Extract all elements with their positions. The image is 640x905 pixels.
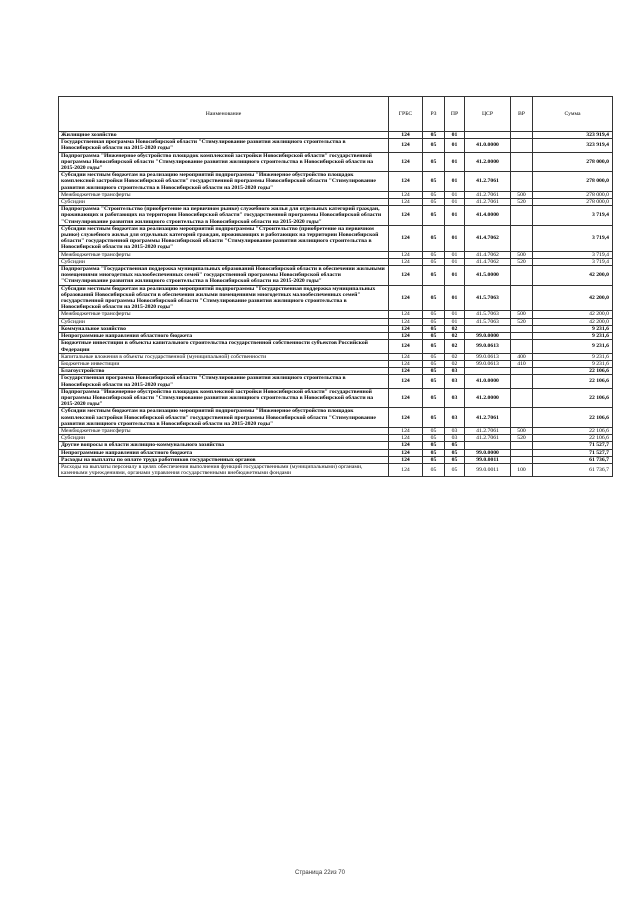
row-name-cell: Субсидии местным бюджетам на реализацию мероприятий подпрограммы "Инженерное обустройство площадок комплексной застройки Новосибирской области" государственной программы Новосибирской области "Стимулирование развития жилищного строительства в Новосибирской области на 2015-2020 годы"	[59, 172, 389, 192]
row-pr-cell: 02	[445, 353, 465, 360]
row-rz-cell: 05	[423, 285, 445, 311]
row-pr-cell: 01	[445, 285, 465, 311]
row-csr-cell: 41.2.7061	[465, 191, 511, 198]
row-sum-cell: 42 200,0	[533, 318, 613, 325]
row-grbs-cell: 124	[389, 375, 423, 388]
table-row	[59, 139, 613, 152]
table-row	[59, 199, 613, 206]
row-pr-cell: 01	[445, 191, 465, 198]
row-name-cell: Бюджетные инвестиции	[59, 360, 389, 367]
row-name-cell: Коммунальное хозяйство	[59, 325, 389, 332]
row-csr-cell: 99.0.0011	[465, 456, 511, 463]
row-vr-cell	[511, 139, 533, 152]
table-row	[59, 368, 613, 375]
row-name-cell: Субсидии	[59, 318, 389, 325]
row-pr-cell: 01	[445, 139, 465, 152]
row-sum-cell: 9 231,6	[533, 325, 613, 332]
row-grbs-cell: 124	[389, 172, 423, 192]
row-csr-cell: 41.2.7061	[465, 408, 511, 428]
row-sum-cell: 42 200,0	[533, 285, 613, 311]
row-pr-cell: 02	[445, 360, 465, 367]
row-sum-cell: 9 231,6	[533, 333, 613, 340]
row-pr-cell: 05	[445, 463, 465, 476]
row-grbs-cell: 124	[389, 333, 423, 340]
row-sum-cell: 22 106,6	[533, 427, 613, 434]
row-rz-cell: 05	[423, 191, 445, 198]
row-vr-cell: 410	[511, 360, 533, 367]
row-grbs-cell: 124	[389, 152, 423, 172]
row-sum-cell: 278 000,0	[533, 191, 613, 198]
row-vr-cell: 100	[511, 463, 533, 476]
column-header-sum: Сумма	[533, 97, 613, 132]
row-csr-cell: 41.4.7062	[465, 225, 511, 251]
row-csr-cell: 41.5.7063	[465, 285, 511, 311]
row-csr-cell: 99.0.0000	[465, 449, 511, 456]
row-rz-cell: 05	[423, 360, 445, 367]
row-grbs-cell: 124	[389, 463, 423, 476]
row-grbs-cell: 124	[389, 199, 423, 206]
row-pr-cell: 01	[445, 251, 465, 258]
table-row	[59, 388, 613, 408]
row-csr-cell: 41.4.0000	[465, 206, 511, 226]
row-grbs-cell: 124	[389, 456, 423, 463]
row-sum-cell: 9 231,6	[533, 340, 613, 353]
row-vr-cell	[511, 456, 533, 463]
row-pr-cell: 02	[445, 325, 465, 332]
row-grbs-cell: 124	[389, 251, 423, 258]
row-sum-cell: 61 736,7	[533, 463, 613, 476]
row-pr-cell: 05	[445, 449, 465, 456]
row-grbs-cell: 124	[389, 132, 423, 139]
row-sum-cell: 323 919,4	[533, 139, 613, 152]
table-row	[59, 132, 613, 139]
row-sum-cell: 278 000,0	[533, 172, 613, 192]
row-grbs-cell: 124	[389, 325, 423, 332]
row-grbs-cell: 124	[389, 266, 423, 286]
row-rz-cell: 05	[423, 408, 445, 428]
row-rz-cell: 05	[423, 266, 445, 286]
row-vr-cell	[511, 285, 533, 311]
row-csr-cell: 41.2.7061	[465, 427, 511, 434]
table-row	[59, 442, 613, 449]
row-grbs-cell: 124	[389, 139, 423, 152]
row-grbs-cell: 124	[389, 225, 423, 251]
row-vr-cell: 500	[511, 251, 533, 258]
row-sum-cell: 22 106,6	[533, 388, 613, 408]
row-rz-cell: 05	[423, 333, 445, 340]
row-vr-cell	[511, 333, 533, 340]
row-sum-cell: 3 719,4	[533, 225, 613, 251]
row-pr-cell: 03	[445, 375, 465, 388]
row-sum-cell: 71 527,7	[533, 442, 613, 449]
table-row	[59, 318, 613, 325]
table-row	[59, 285, 613, 311]
row-sum-cell: 71 527,7	[533, 449, 613, 456]
row-name-cell: Субсидии	[59, 258, 389, 265]
row-pr-cell: 01	[445, 311, 465, 318]
row-csr-cell: 41.5.0000	[465, 266, 511, 286]
row-rz-cell: 05	[423, 251, 445, 258]
table-row	[59, 449, 613, 456]
table-row	[59, 206, 613, 226]
row-pr-cell: 01	[445, 199, 465, 206]
row-csr-cell: 41.2.7061	[465, 435, 511, 442]
row-name-cell: Подпрограмма "Инженерное обустройство площадок комплексной застройки Новосибирской области" государственной программы Новосибирской области "Стимулирование развития жилищного строительства в Новосибирской области на 2015-2020 годы"	[59, 152, 389, 172]
row-rz-cell: 05	[423, 172, 445, 192]
column-header-grbs: ГРБС	[389, 97, 423, 132]
row-pr-cell: 05	[445, 442, 465, 449]
table-body	[59, 132, 613, 477]
table-row	[59, 225, 613, 251]
row-vr-cell	[511, 442, 533, 449]
row-vr-cell	[511, 225, 533, 251]
row-sum-cell: 61 736,7	[533, 456, 613, 463]
row-sum-cell: 323 919,4	[533, 132, 613, 139]
row-pr-cell: 01	[445, 225, 465, 251]
row-name-cell: Субсидии местным бюджетам на реализацию мероприятий подпрограммы "Строительство (приобретение на первичном рынке) служебного жилья для отдельных категорий граждан, проживающих и работающих на территории Новосибирской области" государственной программы Новосибирской области "Стимулирование развития жилищного строительства в Новосибирской области на 2015-2020 годы"	[59, 225, 389, 251]
row-sum-cell: 22 106,6	[533, 435, 613, 442]
row-rz-cell: 05	[423, 388, 445, 408]
row-sum-cell: 278 000,0	[533, 152, 613, 172]
row-vr-cell: 400	[511, 353, 533, 360]
row-rz-cell: 05	[423, 318, 445, 325]
row-pr-cell: 03	[445, 408, 465, 428]
row-vr-cell	[511, 206, 533, 226]
row-name-cell: Подпрограмма "Строительство (приобретение на первичном рынке) служебного жилья для отдельных категорий граждан, проживающих и работающих на территории Новосибирской области" государственной программы Новосибирской области "Стимулирование развития жилищного строительства в Новосибирской области на 2015-2020 годы"	[59, 206, 389, 226]
row-csr-cell: 41.5.7063	[465, 318, 511, 325]
row-vr-cell: 500	[511, 191, 533, 198]
row-pr-cell: 03	[445, 427, 465, 434]
row-name-cell: Подпрограмма "Государственная поддержка муниципальных образований Новосибирской области в обеспечении жильными помещениями многодетных малообеспеченных семей" государственной программы Новосибирской области "Стимулирование развития жилищного строительства в Новосибирской области на 2015-2020 годы"	[59, 266, 389, 286]
column-header-rz: РЗ	[423, 97, 445, 132]
row-vr-cell: 520	[511, 199, 533, 206]
row-pr-cell: 02	[445, 340, 465, 353]
row-vr-cell: 500	[511, 427, 533, 434]
row-name-cell: Бюджетные инвестиции в объекты капитального строительства государственной собственности субъектов Российской Федерации	[59, 340, 389, 353]
row-name-cell: Капитальные вложения в объекты государственной (муниципальной) собственности	[59, 353, 389, 360]
row-rz-cell: 05	[423, 206, 445, 226]
row-pr-cell: 03	[445, 435, 465, 442]
row-rz-cell: 05	[423, 325, 445, 332]
row-name-cell: Подпрограмма "Инженерное обустройство площадок комплексной застройки Новосибирской области" государственной программы Новосибирской области "Стимулирование развития жилищного строительства в Новосибирской области на 2015-2020 годы"	[59, 388, 389, 408]
row-sum-cell: 22 106,6	[533, 408, 613, 428]
table-row	[59, 427, 613, 434]
row-rz-cell: 05	[423, 368, 445, 375]
table-row	[59, 340, 613, 353]
row-pr-cell: 01	[445, 132, 465, 139]
row-name-cell: Государственная программа Новосибирской области "Стимулирование развития жилищного строительства в Новосибирской области на 2015-2020 годы"	[59, 375, 389, 388]
row-sum-cell: 3 719,4	[533, 251, 613, 258]
row-pr-cell: 02	[445, 333, 465, 340]
column-header-csr: ЦСР	[465, 97, 511, 132]
row-pr-cell: 01	[445, 172, 465, 192]
row-rz-cell: 05	[423, 435, 445, 442]
row-grbs-cell: 124	[389, 191, 423, 198]
row-name-cell: Государственная программа Новосибирской области "Стимулирование развития жилищного строительства в Новосибирской области на 2015-2020 годы"	[59, 139, 389, 152]
row-rz-cell: 05	[423, 139, 445, 152]
row-pr-cell: 05	[445, 456, 465, 463]
table-row	[59, 251, 613, 258]
row-pr-cell: 03	[445, 368, 465, 375]
row-sum-cell: 278 000,0	[533, 199, 613, 206]
row-sum-cell: 9 231,6	[533, 360, 613, 367]
row-name-cell: Благоустройство	[59, 368, 389, 375]
row-grbs-cell: 124	[389, 340, 423, 353]
row-csr-cell: 41.2.7061	[465, 172, 511, 192]
row-vr-cell	[511, 172, 533, 192]
table-header-row	[59, 97, 613, 132]
row-vr-cell: 500	[511, 311, 533, 318]
row-csr-cell: 41.2.0000	[465, 388, 511, 408]
row-pr-cell: 01	[445, 258, 465, 265]
row-sum-cell: 22 106,6	[533, 375, 613, 388]
row-pr-cell: 01	[445, 152, 465, 172]
row-grbs-cell: 124	[389, 318, 423, 325]
row-rz-cell: 05	[423, 456, 445, 463]
table-row	[59, 333, 613, 340]
table-row	[59, 435, 613, 442]
row-sum-cell: 9 231,6	[533, 353, 613, 360]
table-row	[59, 152, 613, 172]
row-name-cell: Межбюджетные трансферты	[59, 251, 389, 258]
row-name-cell: Субсидии местным бюджетам на реализацию мероприятий подпрограммы "Инженерное обустройство площадок комплексной застройки Новосибирской области" государственной программы Новосибирской области "Стимулирование развития жилищного строительства в Новосибирской области на 2015-2020 годы"	[59, 408, 389, 428]
row-csr-cell: 99.0.0011	[465, 463, 511, 476]
table-row	[59, 266, 613, 286]
row-rz-cell: 05	[423, 353, 445, 360]
row-vr-cell	[511, 449, 533, 456]
row-name-cell: Межбюджетные трансферты	[59, 191, 389, 198]
row-csr-cell: 41.2.0000	[465, 152, 511, 172]
row-name-cell: Другие вопросы в области жилищно-коммунального хозяйства	[59, 442, 389, 449]
row-pr-cell: 03	[445, 388, 465, 408]
row-vr-cell: 520	[511, 435, 533, 442]
table-row	[59, 191, 613, 198]
row-grbs-cell: 124	[389, 368, 423, 375]
row-csr-cell: 41.2.7061	[465, 199, 511, 206]
row-vr-cell	[511, 340, 533, 353]
row-csr-cell: 99.0.0613	[465, 353, 511, 360]
row-name-cell: Непрограммные направления областного бюджета	[59, 333, 389, 340]
table-row	[59, 353, 613, 360]
column-header-vr: ВР	[511, 97, 533, 132]
row-rz-cell: 05	[423, 340, 445, 353]
table-row	[59, 408, 613, 428]
row-rz-cell: 05	[423, 375, 445, 388]
row-csr-cell: 41.4.7062	[465, 258, 511, 265]
row-name-cell: Субсидии местным бюджетам на реализацию мероприятий подпрограммы "Государственная поддержка муниципальных образований Новосибирской области в обеспечении жилыми помещениями многодетных малообеспеченных семей" государственной программы Новосибирской области "Стимулирование развития жилищного строительства в Новосибирской области на 2015-2020 годы"	[59, 285, 389, 311]
row-grbs-cell: 124	[389, 442, 423, 449]
row-grbs-cell: 124	[389, 258, 423, 265]
row-csr-cell: 99.0.0000	[465, 333, 511, 340]
row-rz-cell: 05	[423, 199, 445, 206]
row-csr-cell: 41.5.7063	[465, 311, 511, 318]
table-row	[59, 325, 613, 332]
row-grbs-cell: 124	[389, 427, 423, 434]
row-grbs-cell: 124	[389, 388, 423, 408]
column-header-name: Наименование	[59, 97, 389, 132]
row-name-cell: Жилищное хозяйство	[59, 132, 389, 139]
row-vr-cell	[511, 132, 533, 139]
row-grbs-cell: 124	[389, 408, 423, 428]
row-csr-cell	[465, 132, 511, 139]
row-rz-cell: 05	[423, 442, 445, 449]
row-grbs-cell: 124	[389, 311, 423, 318]
row-grbs-cell: 124	[389, 360, 423, 367]
row-csr-cell	[465, 325, 511, 332]
row-grbs-cell: 124	[389, 285, 423, 311]
table-row	[59, 463, 613, 476]
table-row	[59, 172, 613, 192]
table-row	[59, 375, 613, 388]
row-sum-cell: 3 719,4	[533, 258, 613, 265]
row-csr-cell: 41.0.0000	[465, 375, 511, 388]
row-rz-cell: 05	[423, 132, 445, 139]
row-grbs-cell: 124	[389, 435, 423, 442]
row-grbs-cell: 124	[389, 449, 423, 456]
row-vr-cell: 520	[511, 318, 533, 325]
row-rz-cell: 05	[423, 152, 445, 172]
row-sum-cell: 22 106,6	[533, 368, 613, 375]
row-name-cell: Непрограммные направления областного бюджета	[59, 449, 389, 456]
row-vr-cell	[511, 368, 533, 375]
row-sum-cell: 3 719,4	[533, 206, 613, 226]
row-csr-cell: 99.0.0613	[465, 340, 511, 353]
row-name-cell: Субсидии	[59, 435, 389, 442]
row-vr-cell	[511, 325, 533, 332]
row-vr-cell	[511, 408, 533, 428]
table-row	[59, 456, 613, 463]
row-pr-cell: 01	[445, 206, 465, 226]
row-sum-cell: 42 200,0	[533, 311, 613, 318]
column-header-pr: ПР	[445, 97, 465, 132]
row-pr-cell: 01	[445, 266, 465, 286]
row-vr-cell	[511, 266, 533, 286]
row-rz-cell: 05	[423, 225, 445, 251]
row-grbs-cell: 124	[389, 353, 423, 360]
row-rz-cell: 05	[423, 311, 445, 318]
row-csr-cell: 41.0.0000	[465, 139, 511, 152]
row-rz-cell: 05	[423, 463, 445, 476]
row-vr-cell	[511, 152, 533, 172]
row-vr-cell	[511, 375, 533, 388]
row-vr-cell	[511, 388, 533, 408]
row-name-cell: Межбюджетные трансферты	[59, 427, 389, 434]
row-rz-cell: 05	[423, 258, 445, 265]
row-grbs-cell: 124	[389, 206, 423, 226]
row-name-cell: Расходы на выплаты персоналу в целях обеспечения выполнения функций государственными (муниципальными) органами, казенными учреждениями, органами управления государственными внебюджетными фондами	[59, 463, 389, 476]
row-sum-cell: 42 200,0	[533, 266, 613, 286]
row-rz-cell: 05	[423, 449, 445, 456]
row-csr-cell	[465, 368, 511, 375]
row-csr-cell: 41.4.7062	[465, 251, 511, 258]
row-name-cell: Расходы на выплаты по оплате труда работников государственных органов	[59, 456, 389, 463]
row-rz-cell: 05	[423, 427, 445, 434]
row-name-cell: Межбюджетные трансферты	[59, 311, 389, 318]
row-pr-cell: 01	[445, 318, 465, 325]
page-number: Страница 22из 70	[295, 870, 345, 876]
row-name-cell: Субсидии	[59, 199, 389, 206]
budget-table	[58, 96, 613, 477]
row-csr-cell: 99.0.0613	[465, 360, 511, 367]
row-vr-cell: 520	[511, 258, 533, 265]
table-row	[59, 258, 613, 265]
row-csr-cell	[465, 442, 511, 449]
table-row	[59, 360, 613, 367]
table-row	[59, 311, 613, 318]
